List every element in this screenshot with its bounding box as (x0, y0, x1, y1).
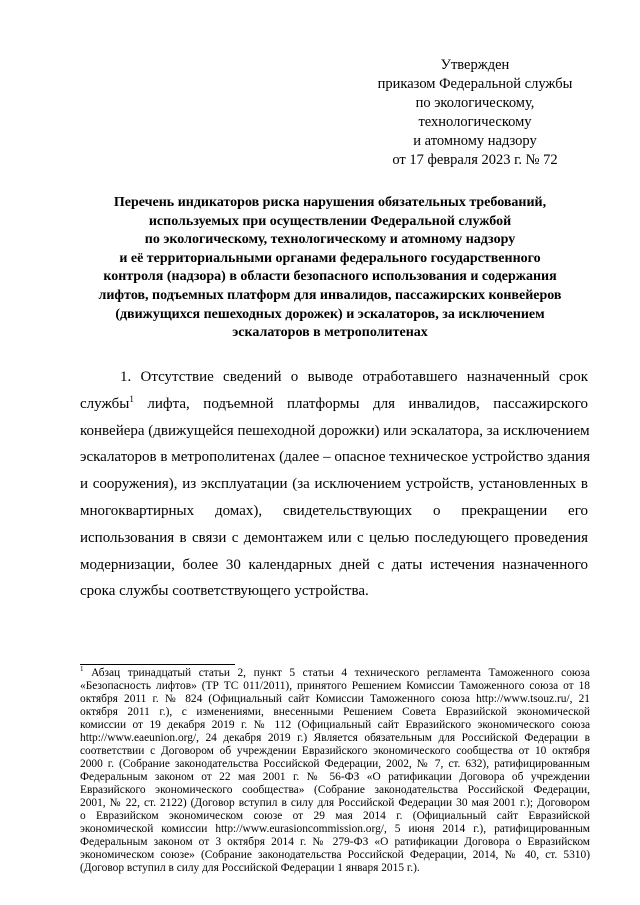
approval-line: по экологическому, (415, 95, 535, 111)
title-line: (движущихся пешеходных дорожек) и эскалаторов, за исключением (115, 306, 545, 322)
body-line: многоквартирных домах), свидетельствующих о прекращении его (80, 502, 588, 519)
title-line: Перечень индикаторов риска нарушения обязательных требований, (113, 195, 547, 210)
footnote-marker: 1 (80, 665, 84, 674)
title-line: эскалаторов в метрополитенах (232, 325, 428, 341)
body-line: модернизации, более 30 календарных дней с даты истечения назначенного (80, 556, 588, 573)
body-line: 1. Отсутствие сведений о выводе отработавшего назначенный срок (120, 369, 588, 385)
footnote-line: Федеральным законом от 3 октября 2014 г. № 279-ФЗ «О ратификации Договора о Евразийском (80, 836, 590, 848)
footnote-line: Евразийского экономического сообщества» (Собрание законодательства Российской Федерации, (80, 784, 590, 796)
body-text: службы (80, 395, 130, 412)
footnote-ref[interactable]: 1 (129, 393, 134, 404)
body-text: лифта, подъемной платформы для инвалидов, пассажирского (133, 395, 588, 412)
footnote-line: комиссии от 19 декабря 2019 г. № 112 (Официальный сайт Евразийского экономического союза (80, 719, 590, 731)
body-line: и сооружения), из эксплуатации (за исключением устройств, установленных в (80, 476, 588, 493)
approval-stamp (330, 56, 620, 170)
footnote-line: экономическом союзе» (Собрание законодательства Российской Федерации, 2014, № 40, ст. 5310) (80, 849, 590, 861)
footnote-line: «Безопасность лифтов» (ТР ТС 011/2011), принятого Решением Комиссии Таможенного союза от 18 (80, 680, 590, 692)
document-title (70, 194, 590, 343)
footnote-line: октября 2011 г.), с изменениями, внесенными Решением Совета Евразийской экономической (80, 706, 590, 718)
approval-line: приказом Федеральной службы (377, 76, 573, 92)
footnote (80, 667, 590, 875)
footnote-line: экономической комиссии http://www.eurasioncommission.org/, 5 июня 2014 г.), ратифицированным (80, 823, 590, 835)
footnote-line: о Евразийском экономическом союзе от 29 мая 2014 г. (Официальный сайт Евразийской (80, 810, 590, 822)
footnote-text: Абзац тринадцатый статьи 2, пункт 5 статьи 4 технического регламента Таможенного союза (91, 667, 590, 679)
approval-line: технологическому (418, 114, 532, 130)
body-paragraph (80, 364, 588, 605)
title-line: контроля (надзора) в области безопасного использования и содержания (103, 269, 557, 285)
body-line (80, 391, 588, 418)
body-line: эскалаторов в метрополитенах (далее – опасное техническое устройство здания (80, 449, 590, 466)
title-line: лифтов, подъемных платформ для инвалидов, пассажирских конвейеров (98, 287, 562, 303)
footnote-line: октября 2011 г. № 824 (Официальный сайт Комиссии Таможенного союза http://www.tsouz.ru/, 21 (80, 693, 590, 705)
footnote-line: Федеральным законом от 22 мая 2001 г. № 56-ФЗ «О ратификации Договора об учреждении (80, 771, 590, 783)
footnote-line: соответствии с Договором об учреждении Евразийского экономического сообщества от 10 октября (80, 745, 590, 757)
body-line: использования в связи с демонтажем или с целью последующего проведения (80, 529, 588, 546)
footnote-line: (Договор вступил в силу для Российской Федерации 1 января 2015 г.). (80, 862, 420, 874)
footnote-line (80, 667, 590, 680)
approval-line: Утвержден (440, 57, 510, 73)
title-line: и её территориальными органами федерального государственного (119, 250, 541, 266)
body-line: срока службы соответствующего устройства. (80, 583, 369, 600)
footnote-line: 2001, № 22, ст. 2122) (Договор вступил в силу для Российской Федерации 30 мая 2001 г.); Договором (80, 797, 590, 809)
footnote-line: http://www.eaeunion.org/, 24 декабря 2019 г.) Является обязательным для Российской Федерации в (80, 732, 590, 744)
footnote-line: 2000 г. (Собрание законодательства Российской Федерации, 2002, № 7, ст. 632), ратифицированным (80, 758, 590, 770)
approval-line: и атомному надзору (413, 133, 537, 149)
title-line: используемых при осуществлении Федеральной службой (148, 213, 512, 229)
title-line: по экологическому, технологическому и атомному надзору (144, 232, 516, 248)
footnote-divider (80, 664, 235, 665)
approval-line: от 17 февраля 2023 г. № 72 (392, 152, 558, 168)
body-line: конвейера (движущейся пешеходной дорожки) или эскалатора, за исключением (80, 422, 590, 439)
